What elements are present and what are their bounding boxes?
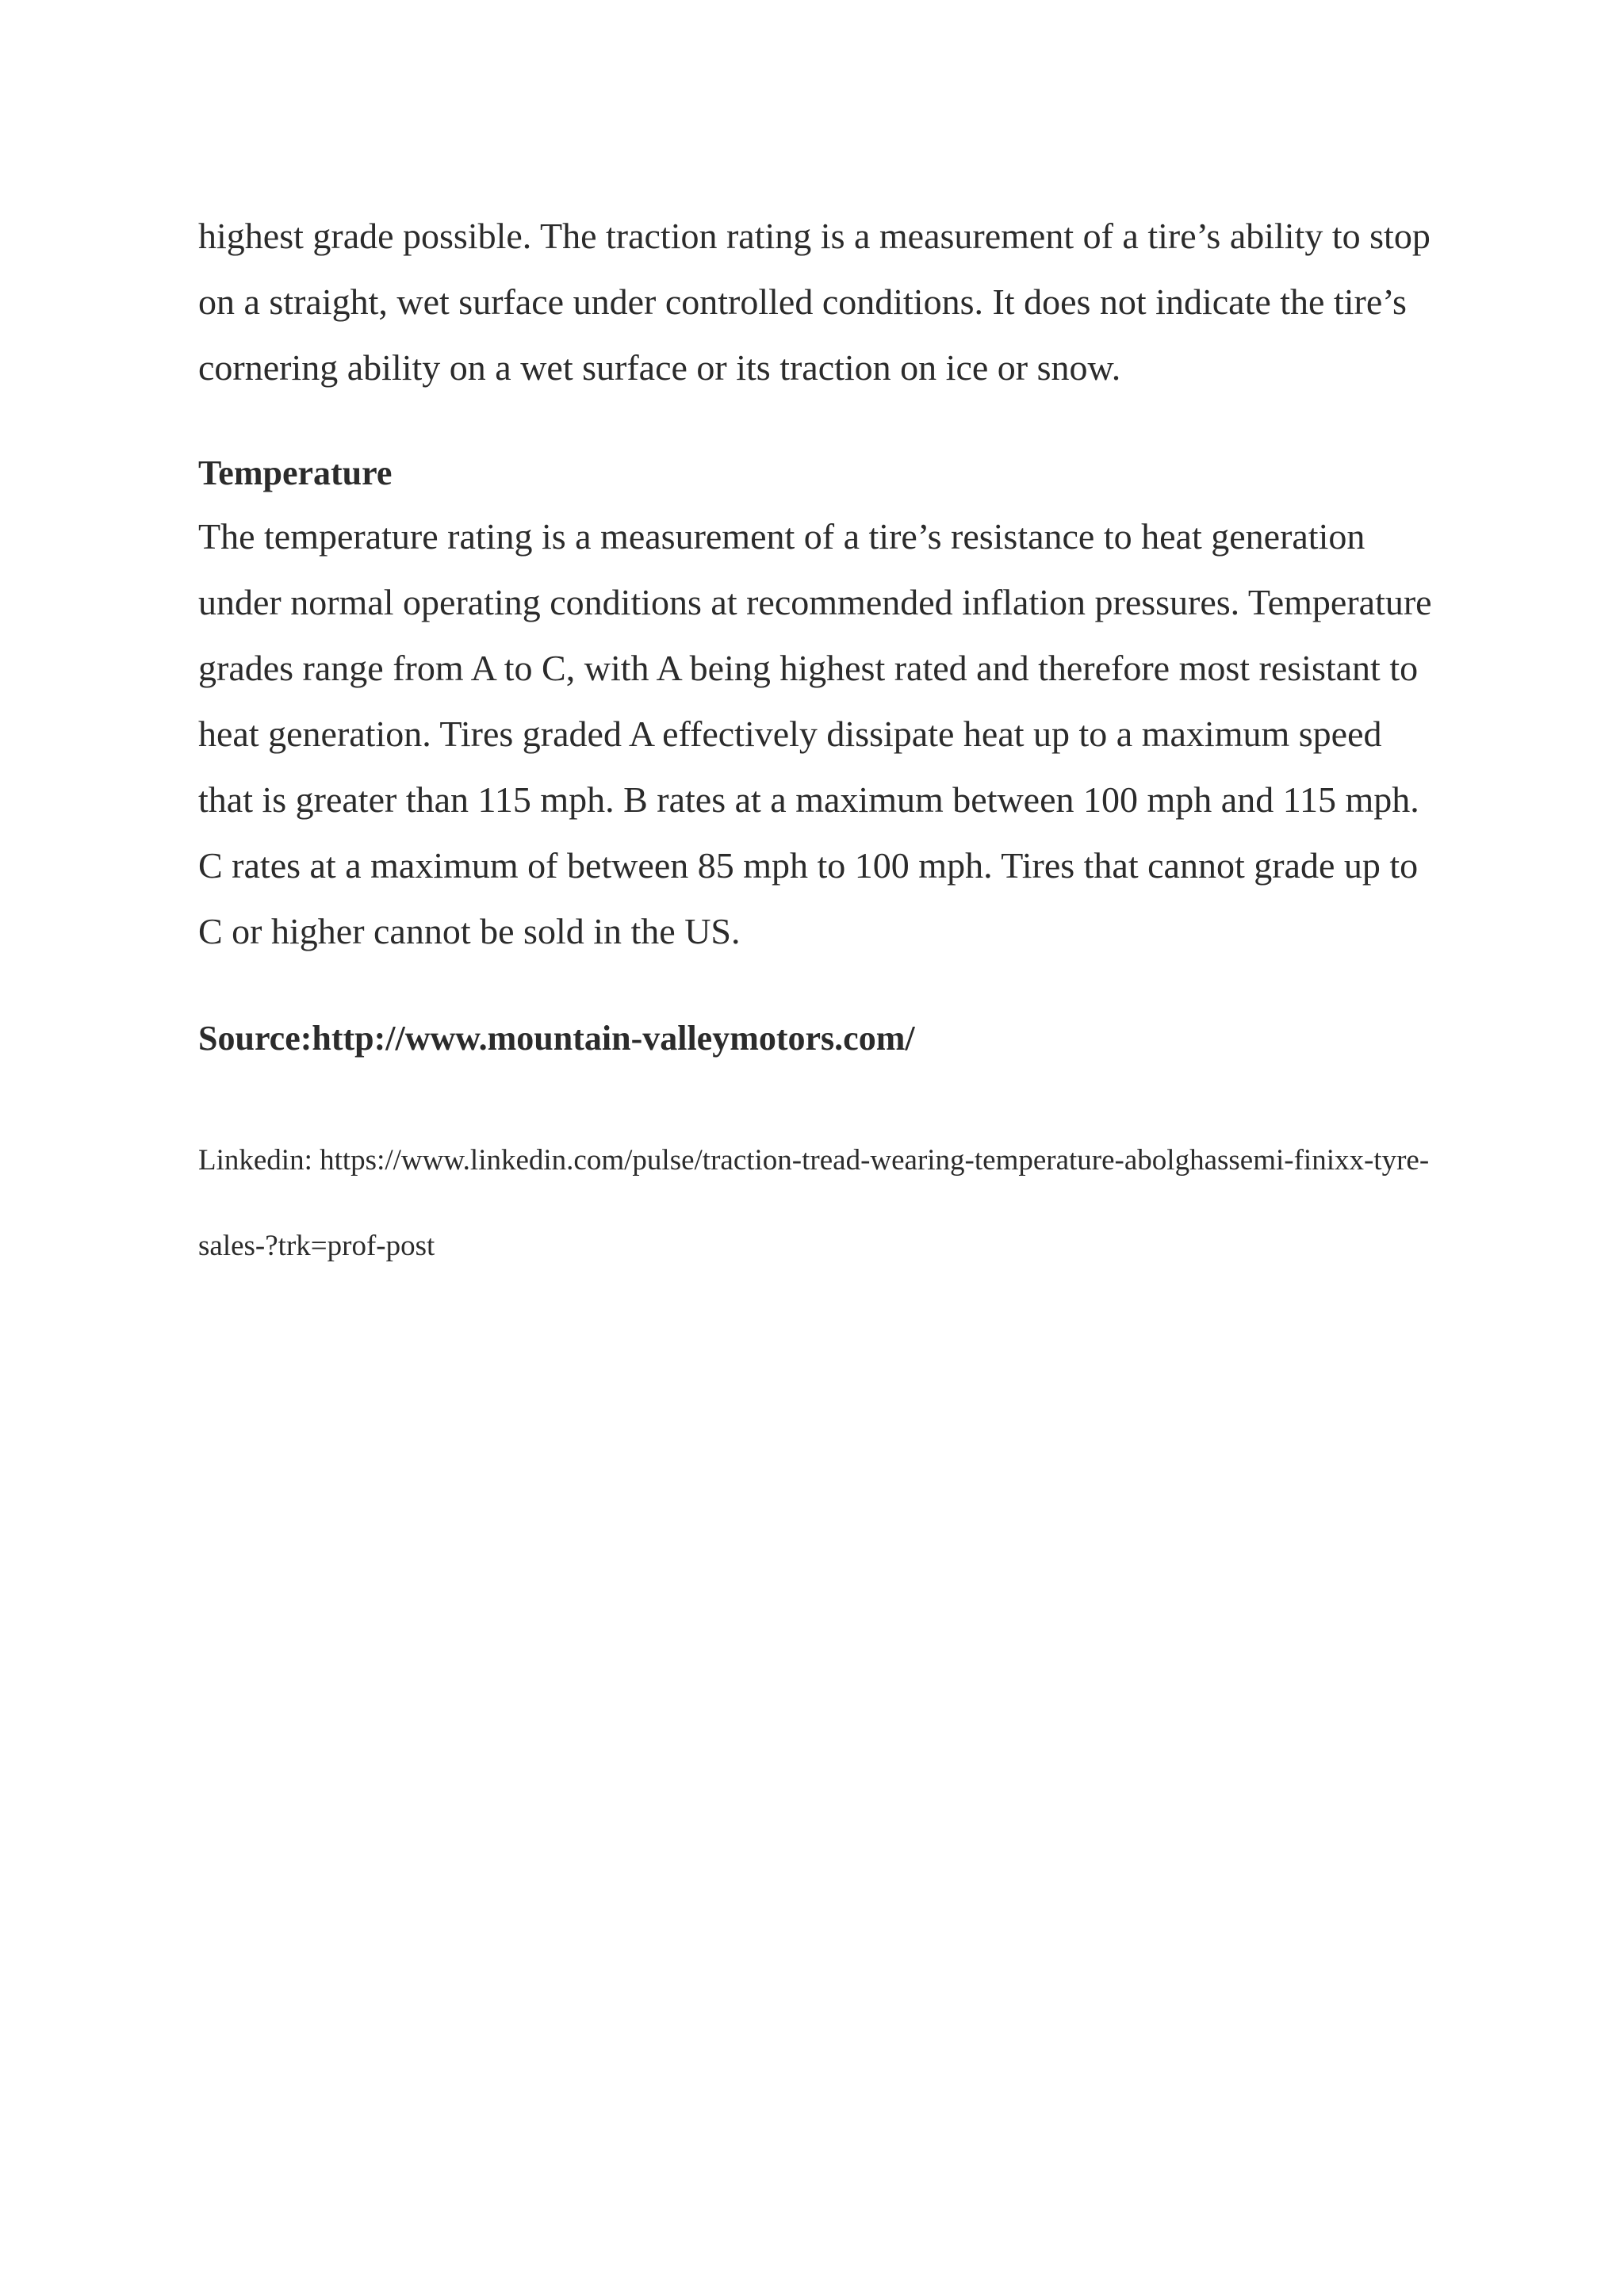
temperature-heading: Temperature bbox=[198, 453, 393, 492]
traction-paragraph: highest grade possible. The traction rating is a measurement of a tire’s ability to stop on a straight, wet surface under controlled conditions. It does not indicate the tire’s cornering ability on a wet surface or its traction on ice or snow. bbox=[198, 216, 1431, 388]
temperature-paragraph: The temperature rating is a measurement of a tire’s resistance to heat generation under normal operating conditions at recommended inflation pressures. Temperature grades range from A to C, with A being highest rated and therefore most resistant to heat generation. Tires graded A effectively dissipate heat up to a maximum speed that is greater than 115 mph. B rates at a maximum between 100 mph and 115 mph. C rates at a maximum of between 85 mph to 100 mph. Tires that cannot grade up to C or higher cannot be sold in the US. bbox=[198, 516, 1432, 951]
document-body bbox=[198, 203, 1435, 1289]
source-line: Source:http://www.mountain-valleymotors.com/ bbox=[198, 1019, 915, 1058]
linkedin-line: Linkedin: https://www.linkedin.com/pulse/traction-tread-wearing-temperature-abolghassemi-finixx-tyre-sales-?trk=prof-post bbox=[198, 1144, 1430, 1262]
